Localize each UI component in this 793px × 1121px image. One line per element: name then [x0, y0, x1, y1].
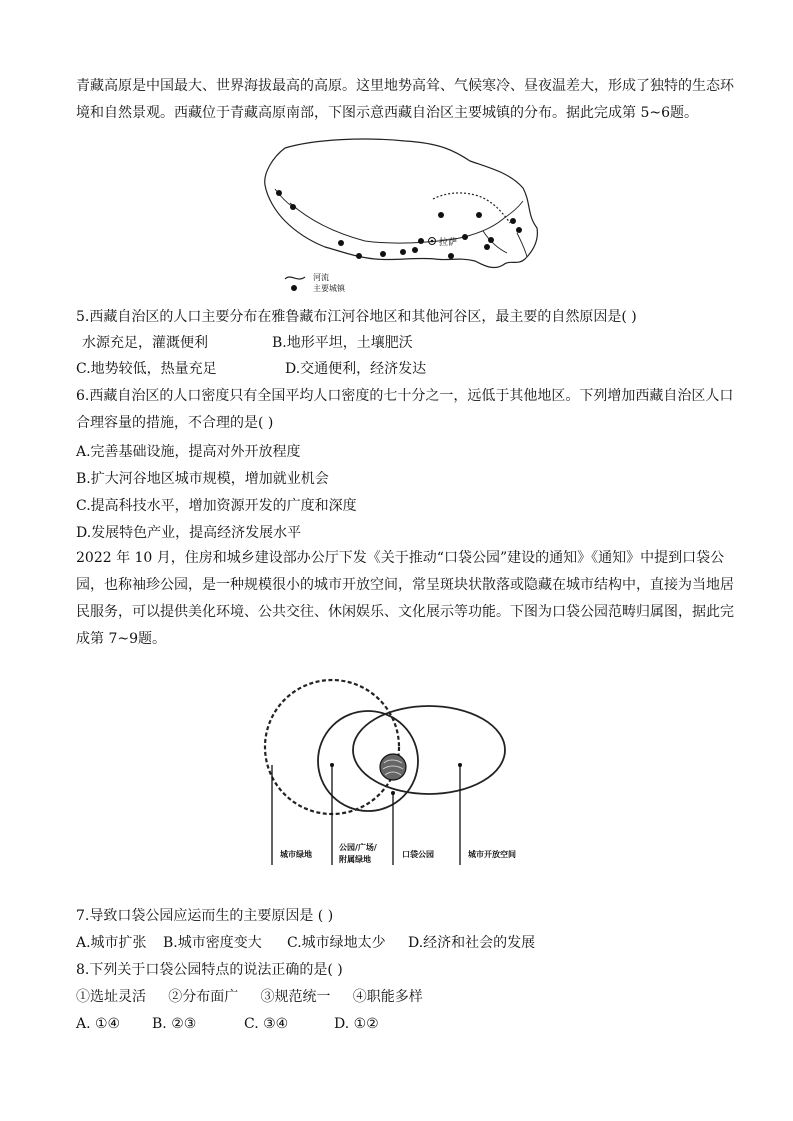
- town-marker: [516, 227, 522, 233]
- q7-option-c: C.城市绿地太少: [287, 935, 386, 951]
- q6-option-c: C.提高科技水平，增加资源开发的广度和深度: [76, 498, 357, 514]
- lhasa-label: 拉萨: [439, 238, 458, 248]
- town-marker: [476, 212, 482, 218]
- river-branch-3: [517, 233, 527, 257]
- legend-river-label: 河流: [313, 273, 329, 282]
- label-park-square-b: 附属绿地: [339, 855, 371, 864]
- q8-statement-list: ①选址灵活 ②分布面广 ③规范统一 ④职能多样: [76, 989, 423, 1005]
- intro-paragraph-pocket-park: 2022 年 10 月，住房和城乡建设部办公厅下发《关于推动“口袋公园”建设的通知》《通知》中提到口袋公园，也称袖珍公园，是一种规模很小的城市开放空间，常呈斑块状散落或隐藏在城市结构中，直接为当地居民服务，可以提供美化环境、公共交往、休闲娱乐、文化展示等功能。下图为口袋公园范畴归属图，据此完成第 7~9题。: [76, 550, 734, 647]
- pocket-park-circle: [380, 754, 406, 780]
- urban-open-space-ellipse: [353, 706, 505, 794]
- label-urban-open-space: 城市开放空间: [468, 850, 516, 859]
- q5-option-c: C.地势较低，热量充足: [76, 361, 217, 377]
- label-park-square-a: 公园/广场/: [339, 843, 377, 852]
- town-marker: [510, 218, 516, 224]
- q7-option-a: A.城市扩张: [76, 935, 147, 951]
- town-marker: [290, 204, 296, 210]
- town-marker: [356, 253, 362, 259]
- label-pocket-park: 口袋公园: [402, 850, 434, 859]
- town-marker: [438, 212, 444, 218]
- town-marker: [418, 238, 424, 244]
- town-marker: [488, 237, 494, 243]
- pocket-park-scope-diagram: [262, 665, 532, 875]
- label-urban-green-space: 城市绿地: [280, 850, 312, 859]
- question-6-stem: 6.西藏自治区的人口密度只有全国平均人口密度的七十分之一，远低于其他地区。下列增加西藏自治区人口合理容量的措施，不合理的是( ): [76, 388, 734, 431]
- q8-option-b: B. ②③: [152, 1016, 197, 1032]
- legend-town-label: 主要城镇: [313, 284, 345, 293]
- q5-option-a: 水源充足，灌溉便利: [82, 335, 208, 351]
- town-marker: [276, 190, 282, 196]
- q5-option-d: D.交通便利，经济发达: [285, 361, 427, 377]
- legend-river-line: [285, 277, 305, 279]
- town-marker: [338, 240, 344, 246]
- q8-option-c: C. ③④: [244, 1016, 289, 1032]
- town-marker: [448, 253, 454, 259]
- town-marker: [484, 244, 490, 250]
- river-branch-1: [503, 201, 523, 219]
- q6-option-a: A.完善基础设施，提高对外开放程度: [76, 444, 301, 460]
- q7-option-b: B.城市密度变大: [163, 935, 262, 951]
- q6-option-d: D.发展特色产业，提高经济发展水平: [76, 525, 302, 541]
- q7-option-d: D.经济和社会的发展: [408, 935, 536, 951]
- tibet-outline: [265, 139, 538, 268]
- town-marker: [400, 249, 406, 255]
- town-marker: [462, 234, 468, 240]
- inner-border: [433, 193, 510, 223]
- town-marker: [380, 251, 386, 257]
- river-main: [290, 203, 503, 243]
- question-7-stem: 7.导致口袋公园应运而生的主要原因是 ( ): [76, 908, 334, 924]
- town-marker: [412, 247, 418, 253]
- tibet-town-map: [255, 133, 545, 298]
- q8-option-d: D. ①②: [334, 1016, 379, 1032]
- legend-town-marker: [291, 285, 297, 291]
- q6-option-b: B.扩大河谷地区城市规模，增加就业机会: [76, 471, 329, 487]
- q8-option-a: A. ①④: [76, 1016, 121, 1032]
- q5-option-b: B.地形平坦，土壤肥沃: [272, 335, 413, 351]
- question-8-stem: 8.下列关于口袋公园特点的说法正确的是( ): [76, 962, 343, 978]
- question-5-stem: 5.西藏自治区的人口主要分布在雅鲁藏布江河谷地区和其他河谷区，最主要的自然原因是( ): [76, 309, 637, 325]
- intro-paragraph-tibet: 青藏高原是中国最大、世界海拔最高的高原。这里地势高耸、气候寒冷、昼夜温差大，形成了独特的生态环境和自然景观。西藏位于青藏高原南部，下图示意西藏自治区主要城镇的分布。据此完成第 5~6题。: [76, 78, 734, 121]
